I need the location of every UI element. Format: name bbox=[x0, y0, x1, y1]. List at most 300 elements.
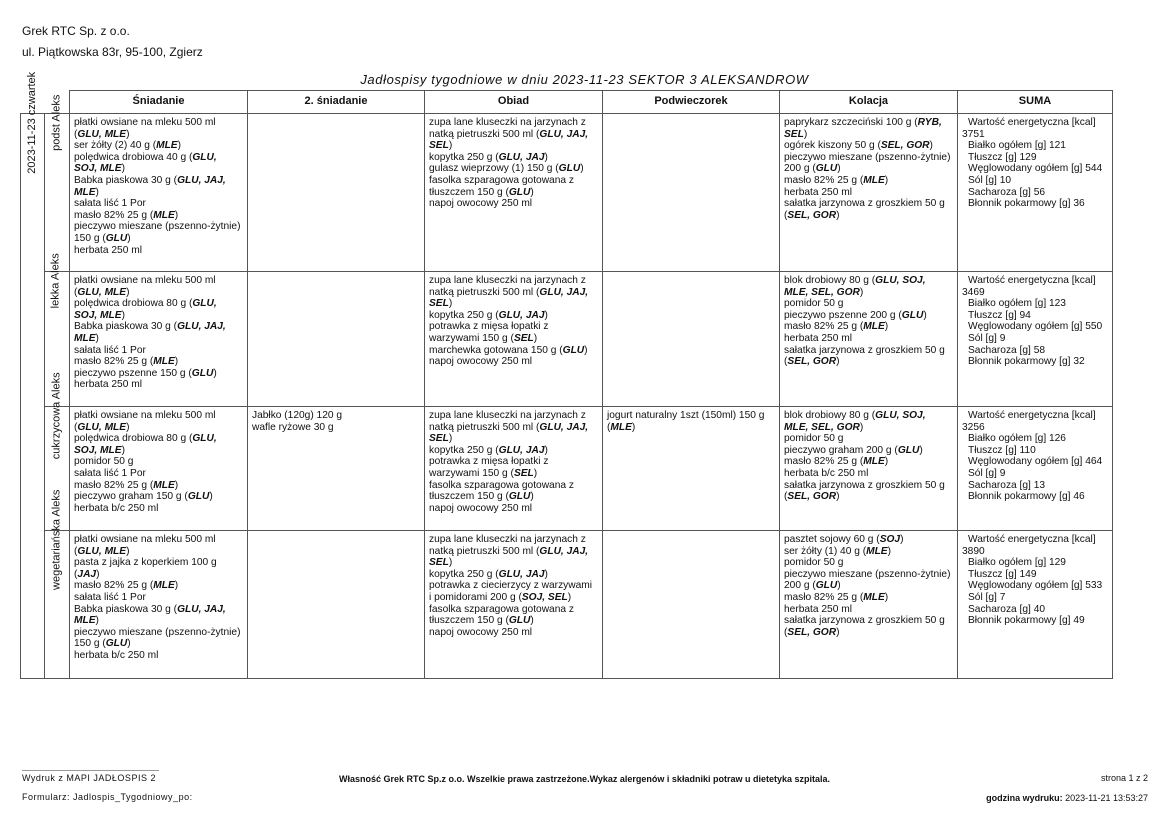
meal-item-text: ) bbox=[836, 491, 840, 503]
meal-item-line bbox=[784, 152, 953, 164]
meal-item-text: 200 g ( bbox=[784, 580, 816, 592]
meal-item-text: ) bbox=[544, 151, 548, 163]
allergen-codes: SOJ bbox=[879, 534, 901, 545]
meal-item-text: ) bbox=[631, 421, 636, 433]
allergen-codes: GLU, JAJ bbox=[498, 309, 545, 321]
allergen-codes: MLE, SEL, GOR bbox=[784, 421, 860, 433]
meal-item-text: ) bbox=[884, 591, 889, 603]
meal-item-text: masło 82% 25 g ( bbox=[784, 456, 864, 468]
meal-item-text: 150 g ( bbox=[74, 638, 106, 650]
meal-item-line bbox=[784, 569, 953, 581]
meal-item-text: pieczywo mieszane (pszenno-żytnie) bbox=[784, 151, 951, 163]
table-row bbox=[21, 272, 1113, 407]
meal-item-text: zupa lane kluseczki na jarzynach z bbox=[429, 410, 586, 421]
meal-item-line bbox=[74, 345, 243, 357]
meal-item-text: ( bbox=[784, 626, 788, 638]
meal-item-line bbox=[74, 627, 243, 639]
meal-item-text: 200 g ( bbox=[784, 163, 816, 175]
meal-item-line bbox=[429, 604, 598, 616]
meal-cell-podwieczorek bbox=[603, 272, 780, 407]
meal-item-line bbox=[784, 187, 953, 199]
meal-item-text: natką pietruszki 500 ml ( bbox=[429, 545, 540, 557]
meal-item-text: ) bbox=[929, 140, 933, 152]
meal-item-line bbox=[74, 198, 243, 210]
nutrition-value: Sacharoza [g] 40 bbox=[968, 603, 1046, 615]
company-name: Grek RTC Sp. z o.o. bbox=[22, 24, 130, 38]
meal-item-text: herbata 250 ml bbox=[784, 186, 852, 198]
meal-item-text: ) bbox=[584, 344, 588, 356]
meal-item-text: natką pietruszki 500 ml ( bbox=[429, 286, 540, 298]
allergen-codes: SEL bbox=[429, 140, 449, 152]
meal-item-line bbox=[784, 604, 953, 616]
meal-item-text: ) bbox=[213, 367, 217, 379]
meal-item-text: ) bbox=[96, 568, 100, 580]
meal-item-text: wafle ryżowe 30 g bbox=[252, 421, 334, 433]
meal-item-text: pomidor 50 g bbox=[784, 557, 844, 569]
meal-item-line bbox=[429, 569, 598, 581]
allergen-codes: SEL bbox=[784, 128, 804, 140]
allergen-codes: SEL bbox=[513, 467, 534, 479]
meal-item-line bbox=[784, 410, 953, 422]
diet-label: wegetariańska Aleks bbox=[50, 489, 63, 590]
meal-item-text: pieczywo graham 150 g ( bbox=[74, 491, 188, 503]
meal-cell-drugie bbox=[248, 407, 425, 531]
meal-item-text: herbata b/c 250 ml bbox=[784, 467, 869, 479]
meal-item-text: pomidor 50 g bbox=[784, 298, 844, 310]
footer-divider bbox=[22, 770, 159, 771]
allergen-codes: GLU, bbox=[192, 151, 217, 163]
meal-item-text: ( bbox=[607, 421, 611, 433]
meal-item-line bbox=[429, 117, 598, 129]
meal-item-text: fasolka szparagowa gotowana z bbox=[429, 603, 574, 615]
meal-item-text: ) bbox=[887, 545, 892, 557]
allergen-codes: GLU, MLE bbox=[77, 286, 127, 298]
meal-item-line bbox=[784, 491, 953, 503]
nutrition-value: Sól [g] 7 bbox=[968, 591, 1006, 603]
meal-item-line bbox=[784, 557, 953, 569]
meal-item-line bbox=[429, 333, 598, 345]
column-header-suma: SUMA bbox=[958, 91, 1113, 114]
meal-item-text: kopytka 250 g ( bbox=[429, 444, 499, 456]
allergen-codes: MLE bbox=[863, 456, 885, 468]
meal-item-text: ) bbox=[121, 309, 125, 321]
meal-item-line bbox=[74, 456, 243, 468]
allergen-codes: GLU bbox=[508, 615, 531, 627]
meal-item-text: Babka piaskowa 30 g ( bbox=[74, 174, 178, 186]
meal-item-text: natką pietruszki 500 ml ( bbox=[429, 128, 540, 140]
diet-cell bbox=[45, 94, 70, 272]
meal-item-text: ) bbox=[448, 557, 453, 569]
meal-item-text: herbata 250 ml bbox=[74, 379, 142, 391]
meal-item-text: potrawka z mięsa łopatki z bbox=[429, 456, 549, 468]
meal-item-line bbox=[429, 580, 598, 592]
meal-item-text: herbata b/c 250 ml bbox=[74, 502, 159, 514]
allergen-codes: GLU, JAJ, bbox=[539, 421, 589, 433]
allergen-codes: GLU bbox=[508, 491, 531, 503]
allergen-codes: MLE bbox=[866, 545, 888, 557]
nutrition-value: 3751 bbox=[962, 128, 985, 140]
meal-item-text: ) bbox=[884, 321, 889, 333]
meal-item-text: natką pietruszki 500 ml ( bbox=[429, 421, 540, 433]
meal-item-text: masło 82% 25 g ( bbox=[74, 580, 154, 592]
meal-item-line bbox=[429, 491, 598, 503]
meal-item-line bbox=[429, 615, 598, 627]
nutrition-value: Węglowodany ogółem [g] 544 bbox=[968, 163, 1103, 175]
meal-item-text: pasztet sojowy 60 g ( bbox=[784, 534, 880, 545]
nutrition-value: Wartość energetyczna [kcal] bbox=[968, 410, 1096, 421]
column-header-sniadanie: Śniadanie bbox=[70, 91, 248, 114]
meal-item-text: ( bbox=[784, 356, 788, 368]
meal-item-line bbox=[429, 445, 598, 457]
meal-item-text: ) bbox=[567, 591, 572, 603]
meal-item-text: pomidor 50 g bbox=[784, 433, 844, 445]
meal-item-line bbox=[429, 356, 598, 368]
allergen-codes: SOJ, MLE bbox=[74, 444, 122, 456]
allergen-codes: GLU, JAJ bbox=[498, 444, 545, 456]
allergen-codes: JAJ bbox=[77, 568, 97, 580]
meal-item-text: ) bbox=[530, 491, 534, 503]
meal-item-line bbox=[74, 221, 243, 233]
meal-item-text: sałatka jarzynowa z groszkiem 50 g bbox=[784, 344, 945, 356]
nutrition-value: Tłuszcz [g] 94 bbox=[968, 309, 1031, 321]
meal-item-line bbox=[784, 129, 953, 141]
meal-item-text: ( bbox=[74, 421, 78, 433]
meal-item-line bbox=[429, 129, 598, 141]
meal-item-text: ( bbox=[74, 568, 78, 580]
meal-item-text: ser żółty (2) 40 g ( bbox=[74, 140, 157, 152]
meal-item-text: ) bbox=[121, 444, 125, 456]
meal-item-text: ( bbox=[74, 545, 78, 557]
table-row bbox=[21, 407, 1113, 531]
meal-item-text: pieczywo pszenne 150 g ( bbox=[74, 367, 192, 379]
meal-item-text: ) bbox=[544, 444, 548, 456]
nutrition-value: Węglowodany ogółem [g] 464 bbox=[968, 456, 1103, 468]
meal-item-line bbox=[784, 345, 953, 357]
meal-item-text: ) bbox=[174, 356, 179, 368]
allergen-codes: MLE bbox=[74, 615, 96, 627]
meal-item-line bbox=[74, 379, 243, 391]
meal-item-line bbox=[74, 298, 243, 310]
meal-item-line bbox=[784, 468, 953, 480]
allergen-codes: MLE bbox=[153, 356, 175, 368]
meal-item-line bbox=[74, 546, 243, 558]
meal-item-text: napoj owocowy 250 ml bbox=[429, 626, 533, 638]
meal-item-line bbox=[74, 615, 243, 627]
meal-item-text: i pomidorami 200 g ( bbox=[429, 591, 522, 603]
footer-ownership-note: Własność Grek RTC Sp.z o.o. Wszelkie prawa zastrzeżone.Wykaz alergenów i składniki potraw u dietetyka szpitala. bbox=[339, 774, 830, 784]
meal-item-text: ) bbox=[530, 615, 534, 627]
meal-item-line bbox=[74, 604, 243, 616]
meal-item-line bbox=[784, 592, 953, 604]
meal-item-line bbox=[74, 310, 243, 322]
meal-item-text: pomidor 50 g bbox=[74, 456, 134, 468]
page-title: Jadłospisy tygodniowe w dniu 2023-11-23 SEKTOR 3 ALEKSANDROW bbox=[360, 72, 809, 87]
column-header-kolacja: Kolacja bbox=[780, 91, 958, 114]
meal-item-text: sałata liść 1 Por bbox=[74, 344, 146, 356]
nutrition-value: Sól [g] 9 bbox=[968, 332, 1006, 344]
meal-item-line bbox=[74, 117, 243, 129]
allergen-codes: SEL, GOR bbox=[880, 140, 930, 152]
meal-item-text: potrawka z ciecierzycy z warzywami bbox=[429, 580, 593, 592]
meal-item-line bbox=[74, 368, 243, 380]
meal-cell-obiad bbox=[425, 407, 603, 531]
meal-cell-podwieczorek bbox=[603, 407, 780, 531]
meal-item-line bbox=[74, 557, 243, 569]
meal-item-line bbox=[429, 410, 598, 422]
meal-item-text: płatki owsiane na mleku 500 ml bbox=[74, 534, 216, 545]
meal-item-line bbox=[74, 491, 243, 503]
nutrition-value: Wartość energetyczna [kcal] bbox=[968, 275, 1096, 286]
meal-cell-sniadanie bbox=[70, 407, 248, 531]
meal-item-line bbox=[784, 287, 953, 299]
meal-item-text: herbata b/c 250 ml bbox=[74, 649, 159, 661]
allergen-codes: GLU bbox=[897, 444, 920, 456]
meal-item-text: sałata liść 1 Por bbox=[74, 467, 146, 479]
meal-item-line bbox=[74, 433, 243, 445]
meal-cell-sniadanie bbox=[70, 272, 248, 407]
meal-item-line bbox=[784, 480, 953, 492]
meal-item-line bbox=[784, 356, 953, 368]
meal-item-text: ) bbox=[174, 479, 179, 491]
nutrition-summary-cell bbox=[958, 407, 1113, 531]
meal-cell-podwieczorek bbox=[603, 114, 780, 272]
meal-item-text: warzywami 150 g ( bbox=[429, 467, 514, 479]
meal-item-text: gulasz wieprzowy (1) 150 g ( bbox=[429, 163, 559, 175]
meal-item-text: fasolka szparagowa gotowana z bbox=[429, 479, 574, 491]
allergen-codes: MLE bbox=[153, 209, 175, 221]
allergen-codes: GLU bbox=[562, 344, 585, 356]
meal-item-text: marchewka gotowana 150 g ( bbox=[429, 344, 563, 356]
meal-item-text: napoj owocowy 250 ml bbox=[429, 198, 533, 210]
allergen-codes: GLU, bbox=[192, 298, 217, 310]
meal-item-text: ) bbox=[919, 444, 923, 456]
meal-item-text: ) bbox=[580, 163, 584, 175]
meal-item-text: ) bbox=[177, 140, 182, 152]
meal-item-line bbox=[74, 275, 243, 287]
meal-item-line bbox=[252, 410, 420, 422]
allergen-codes: MLE bbox=[74, 332, 96, 344]
meal-item-line bbox=[784, 546, 953, 558]
meal-item-text: pasta z jajka z koperkiem 100 g bbox=[74, 557, 217, 569]
allergen-codes: GLU, bbox=[192, 433, 217, 445]
allergen-codes: SEL bbox=[429, 557, 449, 569]
meal-item-line bbox=[784, 140, 953, 152]
meal-item-line bbox=[74, 287, 243, 299]
meal-item-text: ) bbox=[530, 186, 534, 198]
meal-item-text: sałatka jarzynowa z groszkiem 50 g bbox=[784, 479, 945, 491]
meal-item-line bbox=[74, 333, 243, 345]
allergen-codes: GLU, JAJ, bbox=[177, 174, 226, 186]
meal-item-text: fasolka szparagowa gotowana z bbox=[429, 174, 574, 186]
meal-item-line bbox=[74, 152, 243, 164]
meal-item-text: ) bbox=[95, 186, 99, 198]
meal-item-text: napoj owocowy 250 ml bbox=[429, 356, 533, 368]
meal-item-line bbox=[784, 210, 953, 222]
meal-item-line bbox=[74, 650, 243, 662]
meal-cell-podwieczorek bbox=[603, 531, 780, 679]
nutrition-value: Błonnik pokarmowy [g] 49 bbox=[968, 615, 1085, 627]
meal-item-line bbox=[784, 580, 953, 592]
meal-item-text: polędwica drobiowa 40 g ( bbox=[74, 151, 193, 163]
meal-item-text: ) bbox=[174, 209, 179, 221]
nutrition-value: Tłuszcz [g] 129 bbox=[968, 151, 1037, 163]
meal-cell-drugie bbox=[248, 114, 425, 272]
meal-item-line bbox=[74, 233, 243, 245]
allergen-codes: MLE bbox=[863, 174, 885, 186]
meal-item-text: pieczywo pszenne 200 g ( bbox=[784, 309, 902, 321]
meal-item-line bbox=[74, 129, 243, 141]
nutrition-value: Sacharoza [g] 56 bbox=[968, 186, 1046, 198]
meal-item-line bbox=[74, 321, 243, 333]
diet-label: cukrzycowa Aleks bbox=[50, 372, 63, 460]
allergen-codes: GLU bbox=[815, 163, 838, 175]
meal-item-text: kopytka 250 g ( bbox=[429, 151, 499, 163]
meal-item-line bbox=[784, 456, 953, 468]
meal-item-line bbox=[429, 321, 598, 333]
meal-item-text: ) bbox=[533, 332, 538, 344]
meal-item-line bbox=[429, 198, 598, 210]
allergen-codes: GLU, MLE bbox=[77, 128, 127, 140]
allergen-codes: SEL, GOR bbox=[787, 209, 837, 221]
meal-item-text: napoj owocowy 250 ml bbox=[429, 502, 533, 514]
meal-item-line bbox=[429, 422, 598, 434]
meal-item-text: ) bbox=[127, 232, 131, 244]
meal-item-text: zupa lane kluseczki na jarzynach z bbox=[429, 534, 586, 545]
meal-item-line bbox=[429, 310, 598, 322]
meal-item-line bbox=[74, 592, 243, 604]
meal-item-text: ) bbox=[126, 421, 130, 433]
meal-item-text: blok drobiowy 80 g ( bbox=[784, 410, 876, 421]
nutrition-value: Węglowodany ogółem [g] 550 bbox=[968, 321, 1103, 333]
meal-item-line bbox=[784, 321, 953, 333]
meal-item-line bbox=[784, 433, 953, 445]
meal-item-text: ) bbox=[126, 286, 130, 298]
meal-item-text: ) bbox=[448, 140, 453, 152]
meal-cell-obiad bbox=[425, 114, 603, 272]
allergen-codes: GLU bbox=[508, 186, 531, 198]
meal-item-line bbox=[74, 422, 243, 434]
meal-cell-obiad bbox=[425, 272, 603, 407]
nutrition-value: 3256 bbox=[962, 421, 985, 433]
allergen-codes: GLU bbox=[901, 309, 924, 321]
meal-item-text: jogurt naturalny 1szt (150ml) 150 g bbox=[607, 410, 765, 421]
meal-item-line bbox=[429, 275, 598, 287]
meal-item-line bbox=[74, 175, 243, 187]
meal-item-line bbox=[74, 210, 243, 222]
meal-item-text: tłuszczem 150 g ( bbox=[429, 186, 509, 198]
meal-item-text: ) bbox=[837, 580, 841, 592]
nutrition-value: Białko ogółem [g] 123 bbox=[968, 298, 1066, 310]
meal-item-line bbox=[784, 445, 953, 457]
meal-item-line bbox=[252, 422, 420, 434]
allergen-codes: GLU bbox=[558, 163, 581, 175]
meal-item-text: ) bbox=[836, 356, 840, 368]
nutrition-value: Tłuszcz [g] 110 bbox=[968, 444, 1036, 456]
allergen-codes: MLE bbox=[610, 421, 632, 433]
meal-item-text: potrawka z mięsa łopatki z bbox=[429, 321, 549, 333]
footer-print-source: Wydruk z MAPI JADŁOSPIS 2 bbox=[22, 773, 156, 783]
meal-item-text: herbata 250 ml bbox=[784, 603, 852, 615]
meal-item-text: masło 82% 25 g ( bbox=[784, 591, 864, 603]
footer-page-number: strona 1 z 2 bbox=[1100, 773, 1148, 783]
meal-item-text: masło 82% 25 g ( bbox=[74, 356, 154, 368]
meal-item-line bbox=[429, 298, 598, 310]
meal-item-line bbox=[429, 480, 598, 492]
meal-item-line bbox=[784, 422, 953, 434]
meal-cell-drugie bbox=[248, 531, 425, 679]
allergen-codes: GLU bbox=[187, 491, 210, 503]
meal-item-line bbox=[607, 422, 775, 434]
meal-item-line bbox=[429, 345, 598, 357]
meal-item-text: płatki owsiane na mleku 500 ml bbox=[74, 117, 216, 128]
meal-item-line bbox=[429, 557, 598, 569]
meal-item-text: sałatka jarzynowa z groszkiem 50 g bbox=[784, 615, 945, 627]
meal-item-text: ) bbox=[95, 332, 99, 344]
meal-item-line bbox=[74, 638, 243, 650]
meal-item-text: ) bbox=[126, 545, 130, 557]
meal-item-line bbox=[74, 480, 243, 492]
allergen-codes: SEL, GOR bbox=[787, 626, 837, 638]
meal-item-text: zupa lane kluseczki na jarzynach z bbox=[429, 275, 586, 286]
meal-item-line bbox=[74, 503, 243, 515]
nutrition-value: 3890 bbox=[962, 545, 985, 557]
allergen-codes: RYB, bbox=[917, 117, 942, 128]
meal-item-line bbox=[429, 468, 598, 480]
allergen-codes: SEL bbox=[513, 332, 534, 344]
meal-item-text: ) bbox=[448, 298, 453, 310]
meal-item-text: ) bbox=[174, 580, 179, 592]
meal-cell-sniadanie bbox=[70, 114, 248, 272]
allergen-codes: GLU, MLE bbox=[77, 421, 127, 433]
nutrition-value: Białko ogółem [g] 121 bbox=[968, 140, 1066, 152]
meal-item-text: ) bbox=[900, 534, 904, 545]
meal-item-text: ) bbox=[923, 309, 927, 321]
column-header-drugie-sniadanie: 2. śniadanie bbox=[248, 91, 425, 114]
meal-item-line bbox=[74, 534, 243, 546]
meal-item-line bbox=[74, 356, 243, 368]
nutrition-value: Sacharoza [g] 13 bbox=[968, 479, 1046, 491]
meal-item-line bbox=[74, 468, 243, 480]
meal-item-text: ser żółty (1) 40 g ( bbox=[784, 545, 867, 557]
meal-item-line bbox=[429, 152, 598, 164]
meal-item-line bbox=[74, 569, 243, 581]
footer-form-name: Formularz: Jadlospis_Tygodniowy_po: bbox=[22, 792, 193, 802]
nutrition-value: Białko ogółem [g] 129 bbox=[968, 557, 1066, 569]
meal-item-text: pieczywo mieszane (pszenno-żytnie) bbox=[784, 568, 951, 580]
meal-item-text: blok drobiowy 80 g ( bbox=[784, 275, 876, 286]
meal-item-text: ) bbox=[544, 568, 548, 580]
meal-item-text: ) bbox=[95, 615, 99, 627]
meal-item-line bbox=[784, 298, 953, 310]
meal-item-line bbox=[784, 615, 953, 627]
meal-item-line bbox=[429, 163, 598, 175]
meal-item-text: ) bbox=[836, 209, 840, 221]
date-cell bbox=[21, 71, 45, 679]
meal-item-text: Babka piaskowa 30 g ( bbox=[74, 321, 178, 333]
nutrition-value: Białko ogółem [g] 126 bbox=[968, 433, 1066, 445]
meal-cell-kolacja bbox=[780, 114, 958, 272]
allergen-codes: GLU, JAJ, bbox=[539, 286, 589, 298]
print-time-label: godzina wydruku: bbox=[986, 793, 1063, 803]
meal-item-line bbox=[784, 275, 953, 287]
meal-cell-drugie bbox=[248, 272, 425, 407]
date-label: 2023-11-23 czwartek bbox=[25, 71, 38, 174]
meal-item-text: sałata liść 1 Por bbox=[74, 198, 146, 210]
meal-cell-sniadanie bbox=[70, 531, 248, 679]
nutrition-value: Sól [g] 9 bbox=[968, 467, 1006, 479]
column-header-obiad: Obiad bbox=[425, 91, 603, 114]
allergen-codes: GLU, JAJ bbox=[498, 568, 545, 580]
